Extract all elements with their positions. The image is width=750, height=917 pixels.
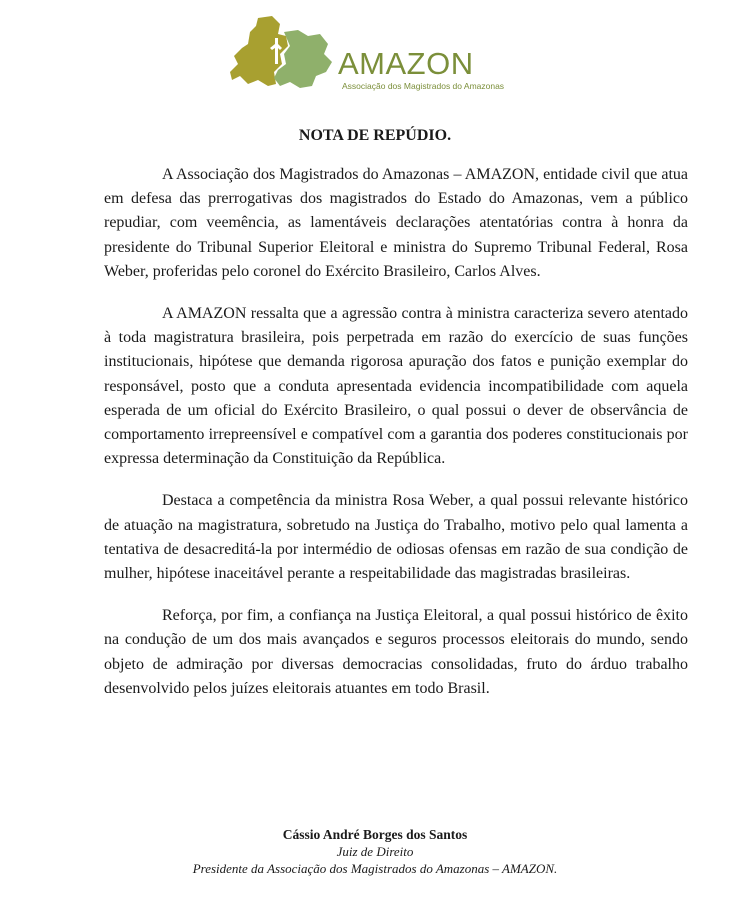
document-body xyxy=(104,163,688,719)
logo-name: AMAZON xyxy=(338,46,474,81)
amazon-state-map-icon xyxy=(228,14,338,102)
paragraph: Destaca a competência da ministra Rosa Weber, a qual possui relevante histórico de atuação na magistratura, sobretudo na Justiça do Trabalho, motivo pelo qual lamenta a tentativa de desacreditá-la por intermédio de odiosas ofensas em razão de sua condição de mulher, hipótese inaceitável perante a respeitabilidade das magistradas brasileiras. xyxy=(104,492,688,583)
signatory-name: Cássio André Borges dos Santos xyxy=(282,827,468,842)
signature-block xyxy=(0,826,750,877)
paragraph: A Associação dos Magistrados do Amazonas – AMAZON, entidade civil que atua em defesa das prerrogativas dos magistrados do Estado do Amazonas, vem a público repudiar, com veemência, as lamentáveis declarações atentatórias contra à honra da presidente do Tribunal Superior Eleitoral e ministra do Supremo Tribunal Federal, Rosa Weber, proferidas pelo coronel do Exército Brasileiro, Carlos Alves. xyxy=(104,166,688,280)
amazon-logo xyxy=(228,14,518,102)
paragraph: A AMAZON ressalta que a agressão contra à ministra caracteriza severo atentado à toda magistratura brasileira, pois perpetrada em razão do exercício de suas funções institucionais, hipótese que demanda rigorosa apuração dos fatos e punição exemplar do responsável, posto que a conduta apresentada evidencia incompatibilidade com aquela esperada de um oficial do Exército Brasileiro, o qual possui o dever de observância de comportamento irrepreensível e compatível com a garantia dos poderes constitucionais por expressa determinação da Constituição da República. xyxy=(104,305,688,468)
document-title: NOTA DE REPÚDIO. xyxy=(298,127,452,144)
logo-subtitle: Associação dos Magistrados do Amazonas xyxy=(342,81,505,91)
signatory-role: Presidente da Associação dos Magistrados do Amazonas – AMAZON. xyxy=(192,861,558,876)
paragraph: Reforça, por fim, a confiança na Justiça Eleitoral, a qual possui histórico de êxito na condução de um dos mais avançados e seguros processos eleitorais do mundo, sendo objeto de admiração por diversas democracias consolidadas, fruto do árduo trabalho desenvolvido pelos juízes eleitorais atuantes em todo Brasil. xyxy=(104,607,688,697)
signatory-title: Juiz de Direito xyxy=(336,844,414,859)
